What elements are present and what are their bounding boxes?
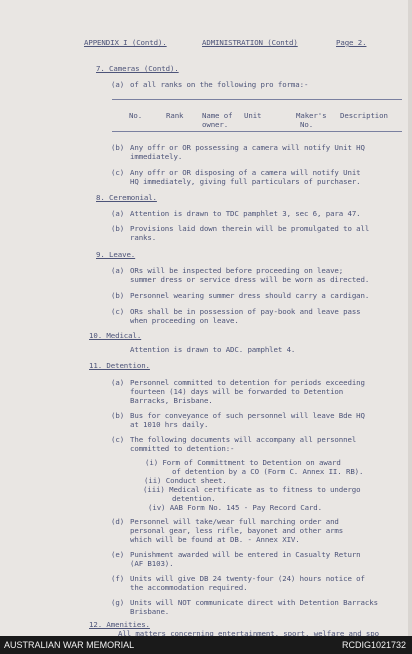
header-appendix: APPENDIX I (Contd).	[84, 38, 167, 47]
col-makers: Maker's	[296, 111, 327, 120]
col-description: Description	[340, 111, 388, 120]
item-7c-label: (c)	[111, 168, 125, 177]
doc-list-i-line1: (i) Form of Committment to Detention on award	[145, 458, 341, 467]
header-title: ADMINISTRATION (Contd)	[202, 38, 298, 47]
item-9a-label: (a)	[111, 266, 125, 275]
item-11d-line3: which will be found at DB. - Annex XIV.	[130, 535, 300, 544]
item-11d-label: (d)	[111, 517, 125, 526]
item-9b-text: Personnel wearing summer dress should carry a cardigan.	[130, 291, 370, 300]
section-7-title: 7. Cameras (Contd).	[96, 64, 179, 73]
section-10-title: 10. Medical.	[89, 331, 142, 340]
item-7a-label: (a)	[111, 80, 125, 89]
item-11a-line2: fourteen (14) days will be forwarded to Detention	[130, 387, 344, 396]
col-name-of: Name of	[202, 111, 233, 120]
item-8b-line1: Provisions laid down therein will be promulgated to all	[130, 224, 370, 233]
item-11a-line1: Personnel committed to detention for periods exceeding	[130, 378, 365, 387]
item-11e-label: (e)	[111, 550, 125, 559]
doc-list-iii-line1: (iii) Medical certificate as to fitness to undergo	[143, 485, 361, 494]
section-11-title: 11. Detention.	[89, 361, 150, 370]
item-11d-line1: Personnel will take/wear full marching order and	[130, 517, 339, 526]
item-11f-line1: Units will give DB 24 twenty-four (24) hours notice of	[130, 574, 365, 583]
item-11g-line2: Brisbane.	[130, 607, 170, 616]
page-edge-shadow	[408, 0, 412, 636]
footer-record-id: RCDIG1021732	[341, 640, 406, 650]
item-11c-label: (c)	[111, 435, 125, 444]
col-no: No.	[129, 111, 143, 120]
table-top-rule	[112, 99, 402, 100]
col-unit: Unit	[244, 111, 262, 120]
item-9a-line1: ORs will be inspected before proceeding on leave;	[130, 266, 344, 275]
item-11e-line1: Punishment awarded will be entered in Casualty Return	[130, 550, 361, 559]
doc-list-iii-line2: detention.	[172, 494, 216, 503]
item-7b-line2: immediately.	[130, 152, 183, 161]
item-9b-label: (b)	[111, 291, 125, 300]
section-12-title: 12. Amenities.	[89, 620, 150, 629]
item-11g-label: (g)	[111, 598, 125, 607]
section-12-text: All matters concerning entertainment, sport, welfare and spo	[118, 629, 379, 636]
item-11b-line1: Bus for conveyance of such personnel will leave Bde HQ	[130, 411, 365, 420]
item-9c-line1: ORs shall be in possession of pay-book and leave pass	[130, 307, 361, 316]
archive-footer	[0, 636, 412, 654]
item-8b-label: (b)	[111, 224, 125, 233]
doc-list-ii: (ii) Conduct sheet.	[144, 476, 227, 485]
item-7b-label: (b)	[111, 143, 125, 152]
item-8a-text: Attention is drawn to TDC pamphlet 3, sec 6, para 47.	[130, 209, 361, 218]
col-owner: owner.	[202, 120, 229, 129]
col-rank: Rank	[166, 111, 184, 120]
item-11f-label: (f)	[111, 574, 125, 583]
table-bottom-rule	[112, 131, 402, 132]
col-no2: No.	[300, 120, 314, 129]
item-11a-line3: Barracks, Brisbane.	[130, 396, 213, 405]
item-11f-line2: the accommodation required.	[130, 583, 248, 592]
doc-list-iv: (iv) AAB Form No. 145 - Pay Record Card.	[148, 503, 322, 512]
footer-institution: AUSTRALIAN WAR MEMORIAL	[4, 640, 135, 650]
section-9-title: 9. Leave.	[96, 250, 136, 259]
header-page-number: Page 2.	[336, 38, 367, 47]
section-8-title: 8. Ceremonial.	[96, 193, 157, 202]
item-8b-line2: ranks.	[130, 233, 157, 242]
item-9c-line2: when proceeding on leave.	[130, 316, 239, 325]
item-11d-line2: personal gear, less rifle, bayonet and other arms	[130, 526, 344, 535]
item-11a-label: (a)	[111, 378, 125, 387]
item-9a-line2: summer dress or service dress will be worn as directed.	[130, 275, 370, 284]
item-8a-label: (a)	[111, 209, 125, 218]
item-11e-line2: (AF B103).	[130, 559, 174, 568]
item-11c-line1: The following documents will accompany all personnel	[130, 435, 357, 444]
item-11b-line2: at 1010 hrs daily.	[130, 420, 209, 429]
section-10-text: Attention is drawn to ADC. pamphlet 4.	[130, 345, 296, 354]
item-7c-line1: Any offr or OR disposing of a camera will notify Unit	[130, 168, 361, 177]
item-11b-label: (b)	[111, 411, 125, 420]
item-11g-line1: Units will NOT communicate direct with Detention Barracks	[130, 598, 378, 607]
item-9c-label: (c)	[111, 307, 125, 316]
item-11c-line2: committed to detention:-	[130, 444, 235, 453]
item-7a-text: of all ranks on the following pro forma:-	[130, 80, 309, 89]
item-7b-line1: Any offr or OR possessing a camera will notify Unit HQ	[130, 143, 365, 152]
item-7c-line2: HQ immediately, giving full particulars of purchaser.	[130, 177, 361, 186]
doc-list-i-line2: of detention by a CO (Form C. Annex II. RB).	[172, 467, 364, 476]
